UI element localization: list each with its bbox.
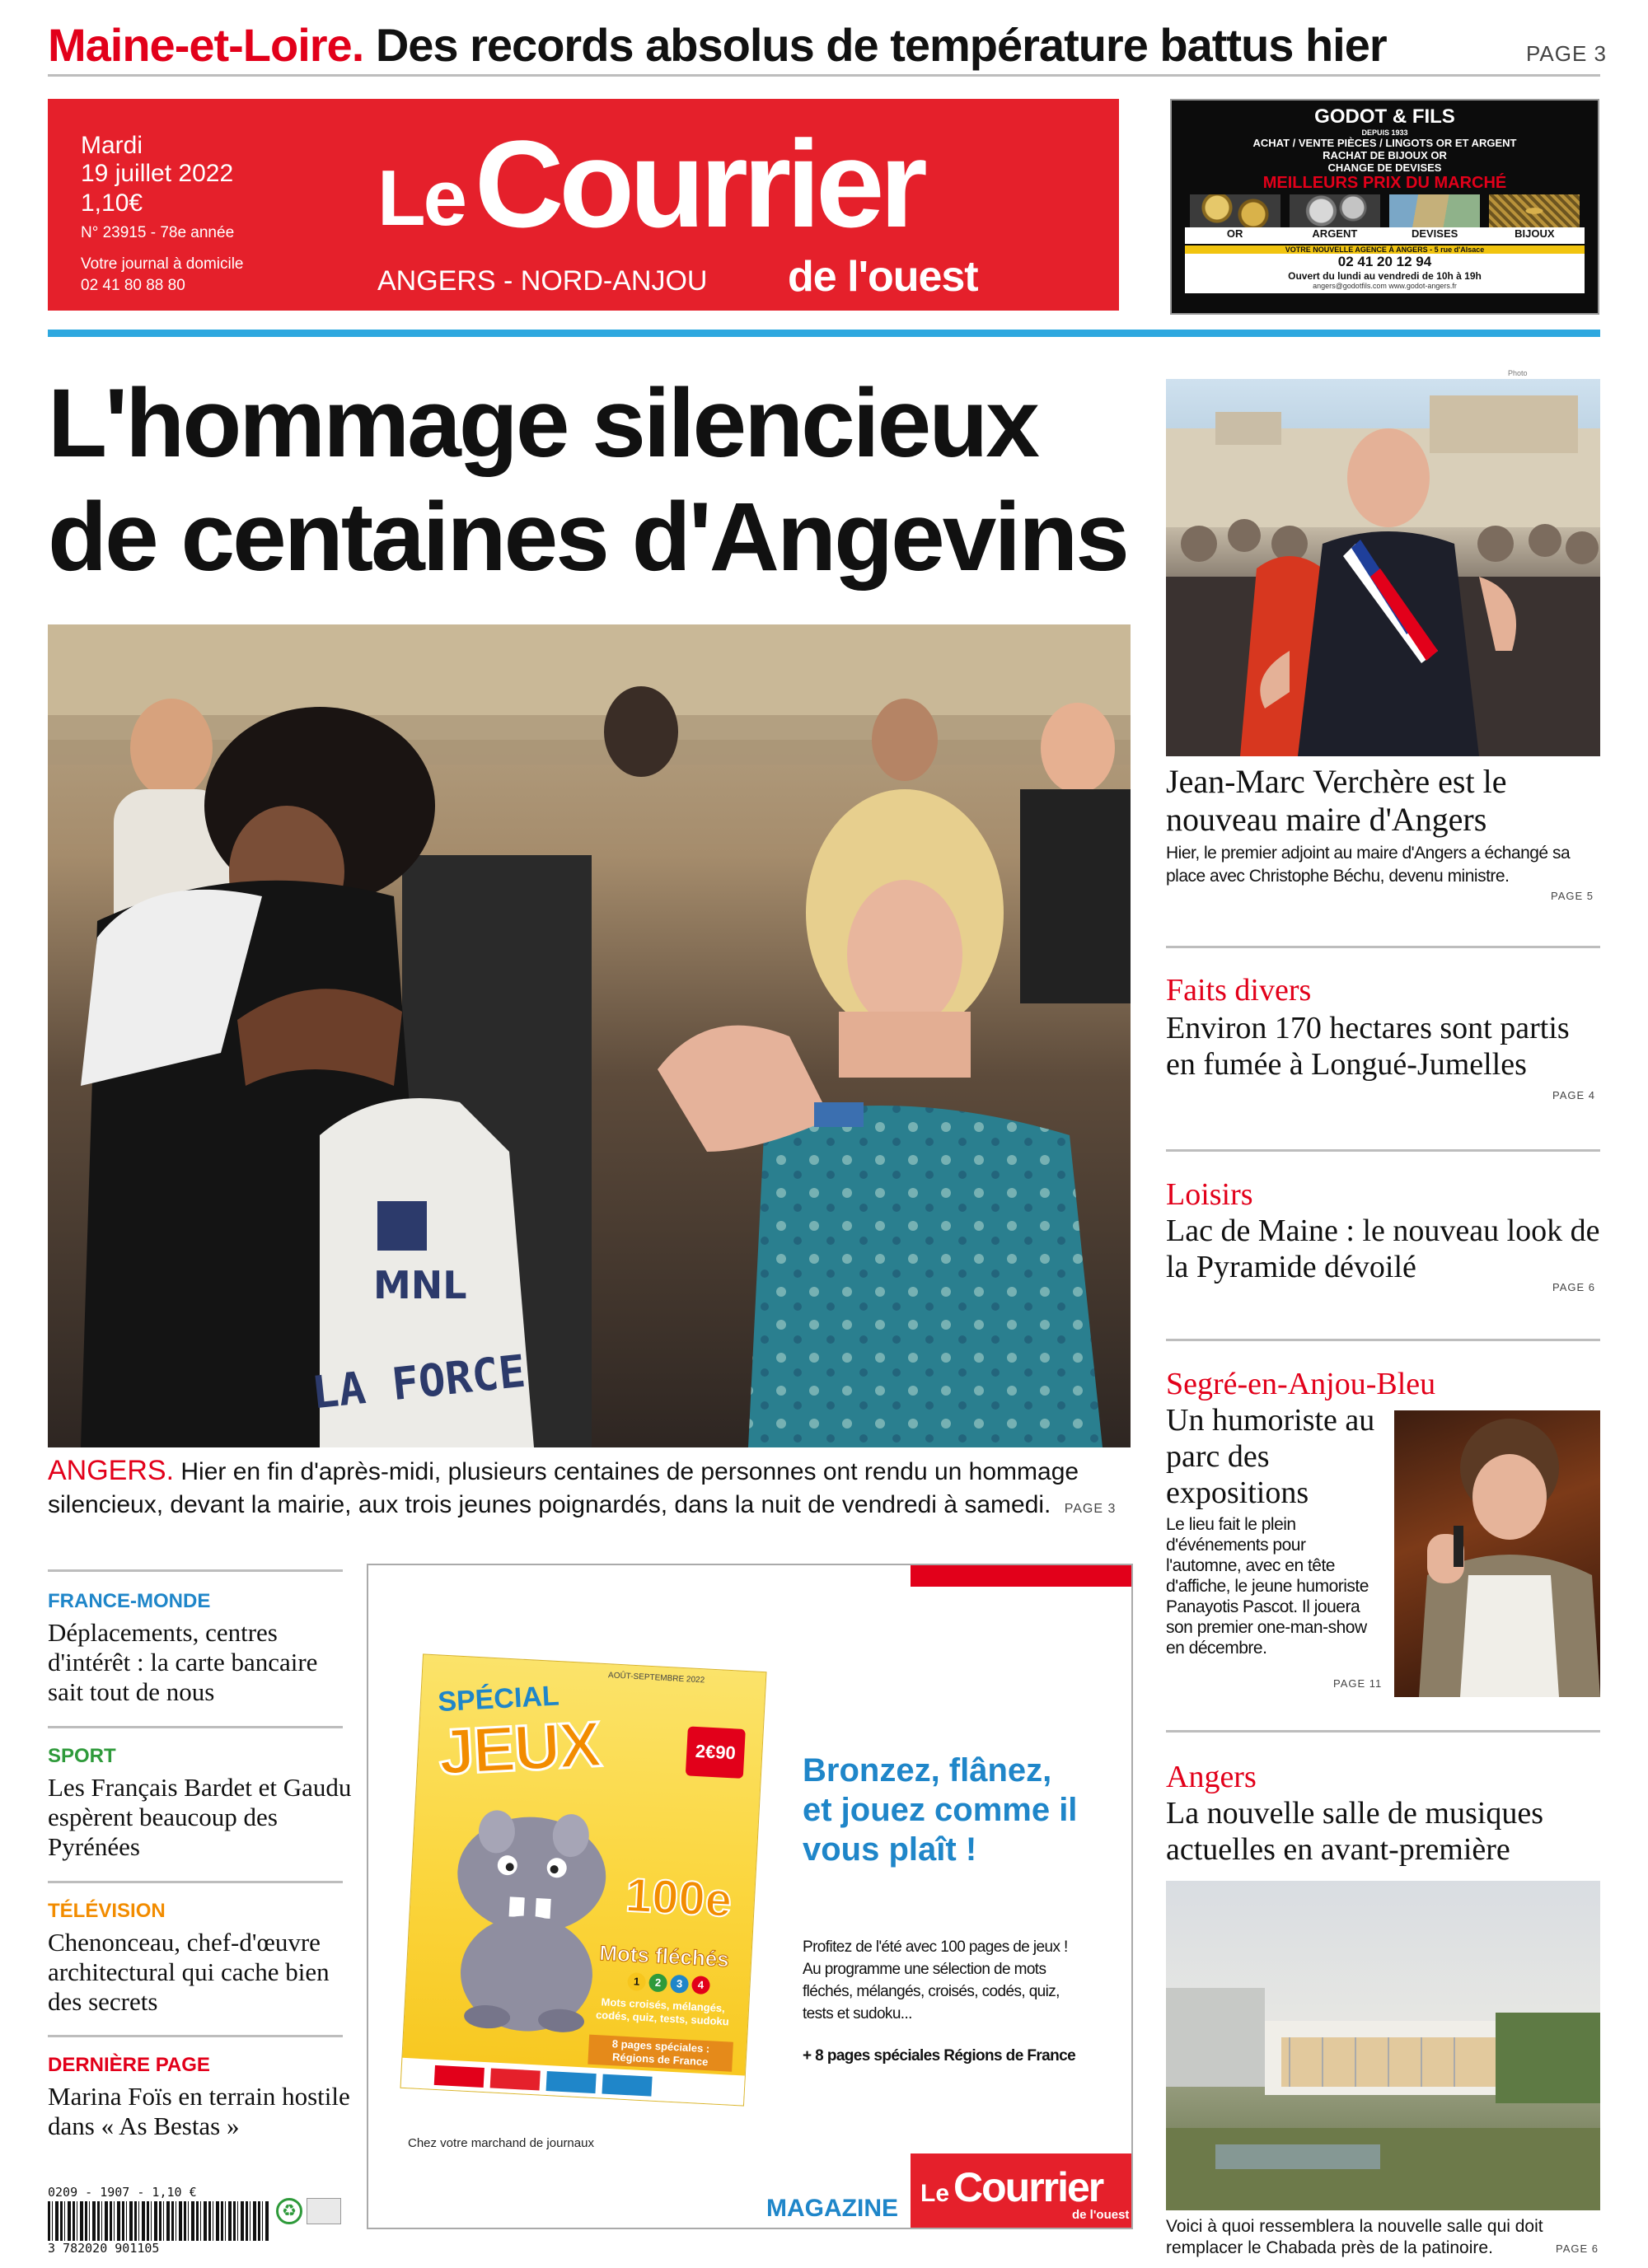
banknotes-image <box>1389 194 1480 227</box>
promo-footer <box>754 2153 1133 2229</box>
masthead-divider <box>48 330 1600 337</box>
left-item-television[interactable] <box>48 1900 353 2017</box>
bag-text-2: LA FORCE <box>309 1344 528 1419</box>
cover-price: 2€90 <box>686 1726 746 1779</box>
level-1: 1 <box>627 1972 646 1991</box>
mayor-page: PAGE 5 <box>1551 890 1594 902</box>
lead-photo[interactable] <box>48 624 1131 1447</box>
ad-label-devises: DEVISES <box>1411 227 1458 240</box>
lead-caption-page: PAGE 3 <box>1064 1502 1117 1516</box>
divider <box>48 2035 343 2037</box>
divider <box>1166 1730 1600 1733</box>
silver-coins-image <box>1290 194 1380 227</box>
concert-hall-scene <box>1166 1881 1600 2210</box>
top-banner-headline[interactable]: Des records absolus de température battus hier <box>375 19 1387 71</box>
logo-courrier: Courrier <box>475 115 923 253</box>
ad-title: GODOT & FILS <box>1314 105 1455 128</box>
left-item-france-monde[interactable] <box>48 1590 353 1707</box>
divider <box>48 1569 343 1572</box>
left-kicker: TÉLÉVISION <box>48 1900 166 1922</box>
ad-web: angers@godotfils.com www.godot-angers.fr <box>1313 282 1457 290</box>
lead-photo-scene <box>48 624 1131 1447</box>
promo-courrier-logo <box>911 2153 1133 2228</box>
lead-headline[interactable] <box>48 367 1135 594</box>
divider <box>48 1726 343 1728</box>
masthead <box>48 99 1119 311</box>
ad-agency: VOTRE NOUVELLE AGENCE À ANGERS - 5 rue d'Alsace <box>1185 246 1585 254</box>
masthead-date: 19 juillet 2022 <box>81 160 234 187</box>
left-headline: Marina Foïs en terrain hostile dans « As Bestas » <box>48 2082 350 2140</box>
masthead-issue: N° 23915 - 78e année <box>81 224 235 241</box>
level-4: 4 <box>691 1976 710 1994</box>
left-item-sport[interactable] <box>48 1745 353 1862</box>
promo-slogan: Bronzez, flânez, et jouez comme il vous plaît ! <box>803 1752 1078 1868</box>
lead-caption-place: ANGERS. <box>48 1455 175 1486</box>
gold-coins-image <box>1190 194 1280 227</box>
segre-text: Le lieu fait le plein d'événements pour l'automne, avec en tête d'affiche, le jeune humoriste Panayotis Pascot. Il jouera son premier one-man-show en décembre. <box>1166 1515 1369 1658</box>
masthead-day: Mardi <box>81 132 143 159</box>
barcode <box>48 2185 270 2259</box>
promo-body: Profitez de l'été avec 100 pages de jeux ! Au programme une sélection de mots fléchés, mélangés, croisés, codés, quiz, tests et sudoku... <box>803 1938 1068 2022</box>
logo-ouest: de l'ouest <box>788 253 978 301</box>
loisirs-headline[interactable]: Lac de Maine : le nouveau look de la Pyramide dévoilé <box>1166 1213 1600 1284</box>
cover-mots: Mots fléchés <box>598 1940 730 1972</box>
ad-since: DEPUIS 1933 <box>1361 129 1408 137</box>
divider <box>1166 1339 1600 1341</box>
ad-line3: CHANGE DE DEVISES <box>1327 161 1442 174</box>
ad-label-bijoux: BIJOUX <box>1515 227 1555 240</box>
promo-box[interactable] <box>367 1564 1133 2229</box>
lead-caption <box>48 1454 1131 1526</box>
mayor-photo[interactable] <box>1166 379 1600 756</box>
masthead-price: 1,10€ <box>81 189 143 217</box>
segre-kicker: Segré-en-Anjou-Bleu <box>1166 1367 1436 1401</box>
level-2: 2 <box>648 1973 667 1992</box>
promo-chez: Chez votre marchand de journaux <box>408 2136 594 2150</box>
imprimvert-icon <box>307 2198 341 2224</box>
angers-caption: Voici à quoi ressemblera la nouvelle salle qui doit remplacer le Chabada près de la patinoire. <box>1166 2217 1543 2257</box>
ad-label-or: OR <box>1226 227 1243 240</box>
promo-magazine-label: MAGAZINE <box>754 2153 911 2229</box>
humorist-photo[interactable] <box>1394 1410 1600 1697</box>
mayor-headline[interactable]: Jean-Marc Verchère est le nouveau maire d'Angers <box>1166 763 1507 838</box>
left-kicker: FRANCE-MONDE <box>48 1590 211 1612</box>
ad-phone: 02 41 20 12 94 <box>1337 254 1432 269</box>
faits-divers-kicker: Faits divers <box>1166 973 1312 1008</box>
cover-special: SPÉCIAL <box>437 1680 560 1719</box>
promo-logo-ouest: de l'ouest <box>1072 2208 1130 2222</box>
angers-headline[interactable]: La nouvelle salle de musiques actuelles en avant-première <box>1166 1796 1543 1867</box>
barcode-bars <box>48 2201 270 2241</box>
lead-caption-text: Hier en fin d'après-midi, plusieurs centaines de personnes ont rendu un hommage silencieux, devant la mairie, aux trois jeunes poignardés, dans la nuit de vendredi à samedi. <box>48 1458 1079 1518</box>
ouest-france-logo <box>434 2065 485 2088</box>
courrier-logo-small <box>490 2068 541 2090</box>
faits-divers-headline[interactable]: Environ 170 hectares sont partis en fumée à Longué-Jumelles <box>1166 1011 1570 1082</box>
cover-levels <box>627 1972 710 1994</box>
ad-contact-box <box>1185 254 1585 293</box>
divider <box>1166 1149 1600 1152</box>
divider <box>48 1881 343 1883</box>
ad-line2: RACHAT DE BIJOUX OR <box>1323 149 1447 161</box>
loisirs-page: PAGE 6 <box>1552 1281 1596 1293</box>
ad-hours: Ouvert du lundi au vendredi de 10h à 19h <box>1288 270 1482 282</box>
segre-headline[interactable]: Un humoriste au parc des expositions <box>1166 1403 1375 1510</box>
ad-godot[interactable] <box>1170 99 1599 315</box>
left-item-derniere-page[interactable] <box>48 2054 353 2141</box>
promo-top-bar <box>911 1565 1133 1587</box>
masthead-phone: 02 41 80 88 80 <box>81 277 185 294</box>
masthead-home-delivery: Votre journal à domicile <box>81 255 244 273</box>
ad-product-strip <box>1185 194 1585 227</box>
lead-headline-line1: L'hommage silencieux <box>48 369 1037 478</box>
left-kicker: SPORT <box>48 1745 116 1767</box>
divider <box>48 74 1600 77</box>
segre-page: PAGE 11 <box>1333 1677 1383 1690</box>
left-kicker: DERNIÈRE PAGE <box>48 2054 210 2076</box>
left-headline: Les Français Bardet et Gaudu espèrent beaucoup des Pyrénées <box>48 1773 352 1861</box>
maine-logo <box>546 2071 597 2093</box>
top-banner-region: Maine-et-Loire. <box>48 19 364 71</box>
faits-divers-page: PAGE 4 <box>1552 1089 1596 1101</box>
recycle-icon: ♻ <box>276 2198 302 2224</box>
mayor-photo-scene <box>1166 379 1600 756</box>
divider <box>1166 946 1600 948</box>
cover-hundred: 100e <box>624 1868 733 1928</box>
ad-best-price: MEILLEURS PRIX DU MARCHÉ <box>1262 174 1507 192</box>
logo-le: Le <box>377 154 466 242</box>
level-3: 3 <box>670 1975 689 1994</box>
magazine-cover[interactable] <box>400 1653 766 2106</box>
barcode-bottom: 3 782020 901105 <box>48 2241 160 2256</box>
ad-line1: ACHAT / VENTE PIÈCES / LINGOTS OR ET ARGENT <box>1252 137 1517 149</box>
barcode-top: 0209 - 1907 - 1,10 € <box>48 2185 197 2200</box>
promo-logo-courrier: Courrier <box>953 2164 1103 2210</box>
top-banner-page: PAGE 3 <box>1526 41 1608 66</box>
masthead-edition: ANGERS - NORD-ANJOU <box>377 265 708 297</box>
ad-label-argent: ARGENT <box>1312 227 1358 240</box>
mayor-photo-credit: Photo <box>1508 369 1528 377</box>
bag-text-1: MNL <box>373 1263 467 1307</box>
left-headline: Chenonceau, chef-d'œuvre architectural qui cache bien des secrets <box>48 1928 330 2016</box>
logo[interactable] <box>377 115 1103 305</box>
cover-dates: AOÛT-SEPTEMBRE 2022 <box>607 1671 705 1686</box>
presse-ocean-logo <box>602 2074 652 2097</box>
cover-jeux: JEUX <box>437 1707 602 1789</box>
humorist-photo-scene <box>1394 1410 1600 1697</box>
jewelry-image <box>1489 194 1580 227</box>
angers-kicker: Angers <box>1166 1760 1257 1794</box>
promo-plus: + 8 pages spéciales Régions de France <box>803 2047 1076 2065</box>
cover-games: Mots croisés, mélangés, codés, quiz, tests, sudoku <box>595 1995 730 2028</box>
left-headline: Déplacements, centres d'intérêt : la carte bancaire sait tout de nous <box>48 1618 318 1706</box>
cover-regions: 8 pages spéciales : Régions de France <box>588 2035 733 2072</box>
promo-logo-le: Le <box>920 2180 950 2207</box>
loisirs-kicker: Loisirs <box>1166 1177 1253 1212</box>
angers-page: PAGE 6 <box>1556 2242 1599 2255</box>
ad-labels <box>1185 227 1585 244</box>
concert-hall-photo[interactable] <box>1166 1881 1600 2210</box>
mayor-text: Hier, le premier adjoint au maire d'Angers a échangé sa place avec Christophe Béchu, devenu ministre. <box>1166 844 1571 886</box>
lead-headline-line2: de centaines d'Angevins <box>48 483 1127 592</box>
top-banner <box>48 16 1387 74</box>
